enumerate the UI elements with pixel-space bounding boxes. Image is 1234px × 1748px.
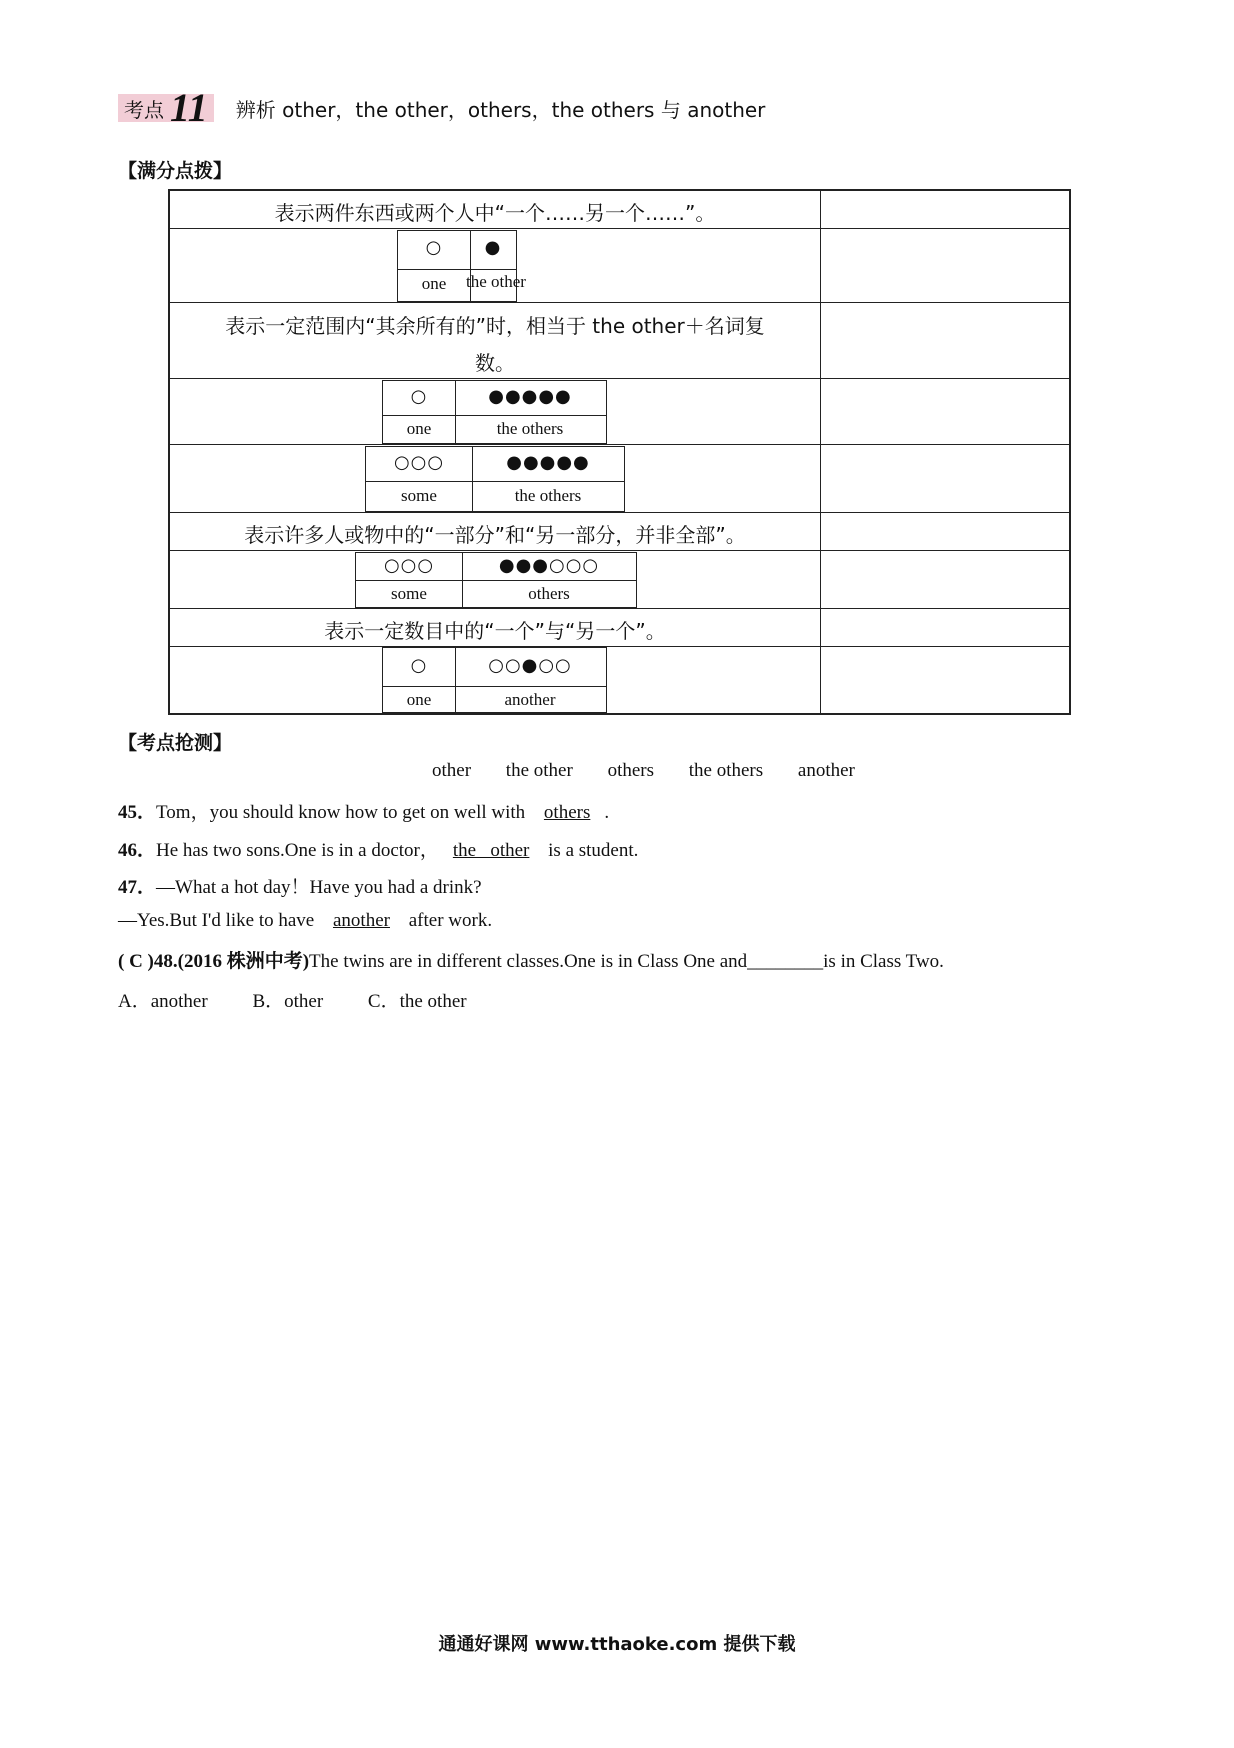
answer-blank: the other bbox=[452, 840, 530, 861]
option-c: C．the other bbox=[367, 991, 467, 1012]
question-number: 46． bbox=[118, 840, 157, 861]
answer-blank: others bbox=[543, 802, 591, 823]
table-row bbox=[170, 229, 1069, 303]
question-46 bbox=[118, 835, 638, 862]
word-bank-item: another bbox=[797, 760, 855, 781]
table-row bbox=[170, 551, 1069, 609]
page-footer: 通通好课网 www.tthaoke.com 提供下载 bbox=[438, 1634, 796, 1655]
blank-cell bbox=[820, 445, 1070, 512]
section-test-label: 【考点抢测】 bbox=[118, 732, 233, 754]
badge-label: 考点 bbox=[124, 97, 164, 122]
row-description: 表示一定数目中的“一个”与“另一个”。 bbox=[324, 619, 666, 643]
question-number: 45． bbox=[118, 802, 157, 823]
question-text: —Yes.But I'd like to have bbox=[118, 910, 319, 931]
answer-options bbox=[118, 986, 467, 1013]
symbol-open-circles: ○ bbox=[410, 386, 428, 407]
table-row bbox=[170, 445, 1069, 513]
question-text: The twins are in different classes.One is in Class One and________is in Class Two. bbox=[309, 951, 944, 972]
question-text: —What a hot day！Have you had a drink? bbox=[156, 877, 482, 898]
table-row bbox=[170, 191, 1069, 229]
option-a: A．another bbox=[118, 991, 208, 1012]
question-47-reply bbox=[118, 910, 492, 932]
heading-title: 辨析 other，the other，others，the others 与 another bbox=[235, 97, 766, 122]
word-bank-item: other bbox=[432, 760, 472, 781]
row-description: 表示一定范围内“其余所有的”时，相当于 the other＋名词复 bbox=[225, 314, 765, 338]
blank-cell bbox=[820, 647, 1070, 713]
table-row bbox=[170, 379, 1069, 445]
symbol-open-circles: ○○○ bbox=[383, 555, 435, 576]
word-bank bbox=[432, 760, 885, 782]
symbol-mixed-circles: ●●●○○○ bbox=[498, 555, 600, 576]
symbol-filled-circles: ●●●●● bbox=[506, 452, 590, 473]
blank-cell bbox=[820, 609, 1070, 646]
label-right: the others bbox=[496, 419, 564, 438]
table-row bbox=[170, 513, 1069, 551]
label-left: one bbox=[406, 690, 432, 709]
topic-badge bbox=[118, 85, 214, 130]
row-description: 表示两件东西或两个人中“一个……另一个……”。 bbox=[274, 201, 716, 225]
answer-blank: another bbox=[332, 910, 390, 931]
section-heading bbox=[118, 85, 766, 130]
label-right: others bbox=[528, 584, 570, 603]
blank-cell bbox=[820, 303, 1070, 378]
label-left: some bbox=[391, 584, 427, 603]
row-description-cont: 数。 bbox=[475, 351, 515, 375]
diagram-box bbox=[382, 380, 607, 444]
question-47 bbox=[118, 872, 482, 899]
blank-cell bbox=[820, 551, 1070, 608]
question-text: He has two sons.One is in a doctor， bbox=[156, 840, 439, 861]
label-left: some bbox=[401, 486, 437, 505]
usage-table bbox=[168, 189, 1071, 715]
table-row bbox=[170, 647, 1069, 713]
question-prefix: ( C )48.(2016 株洲中考) bbox=[118, 951, 310, 972]
table-row bbox=[170, 609, 1069, 647]
option-b: B．other bbox=[252, 991, 324, 1012]
label-left: one bbox=[406, 419, 432, 438]
blank-cell bbox=[820, 191, 1070, 228]
table-row bbox=[170, 303, 1069, 379]
blank-cell bbox=[820, 229, 1070, 302]
symbol-open-circles: ○○○ bbox=[393, 452, 445, 473]
question-text: Tom，you should know how to get on well with bbox=[156, 802, 530, 823]
badge-number: 11 bbox=[170, 85, 208, 130]
label-right: another bbox=[504, 690, 556, 709]
symbol-filled-circles: ● bbox=[484, 237, 502, 258]
word-bank-item: the other bbox=[505, 760, 573, 781]
question-number: 47． bbox=[118, 877, 157, 898]
label-left: one bbox=[421, 274, 447, 293]
diagram-box bbox=[365, 446, 625, 512]
diagram-box bbox=[382, 647, 607, 713]
blank-cell bbox=[820, 513, 1070, 550]
symbol-mixed-circles: ○○●○○ bbox=[488, 655, 572, 676]
diagram-box bbox=[397, 230, 526, 302]
word-bank-item: others bbox=[607, 760, 654, 781]
diagram-box bbox=[355, 552, 637, 608]
symbol-filled-circles: ●●●●● bbox=[488, 386, 572, 407]
section-tips-label: 【满分点拨】 bbox=[118, 160, 233, 182]
question-text-end: is a student. bbox=[543, 840, 639, 861]
row-description: 表示许多人或物中的“一部分”和“另一部分，并非全部”。 bbox=[244, 523, 746, 547]
symbol-open-circles: ○ bbox=[410, 655, 428, 676]
label-right: the others bbox=[514, 486, 582, 505]
question-48 bbox=[118, 946, 944, 973]
question-45 bbox=[118, 797, 609, 824]
question-text-end: . bbox=[604, 802, 610, 823]
word-bank-item: the others bbox=[688, 760, 764, 781]
symbol-open-circles: ○ bbox=[425, 237, 443, 258]
label-right: the other bbox=[466, 272, 526, 291]
question-text-end: after work. bbox=[403, 910, 493, 931]
blank-cell bbox=[820, 379, 1070, 444]
